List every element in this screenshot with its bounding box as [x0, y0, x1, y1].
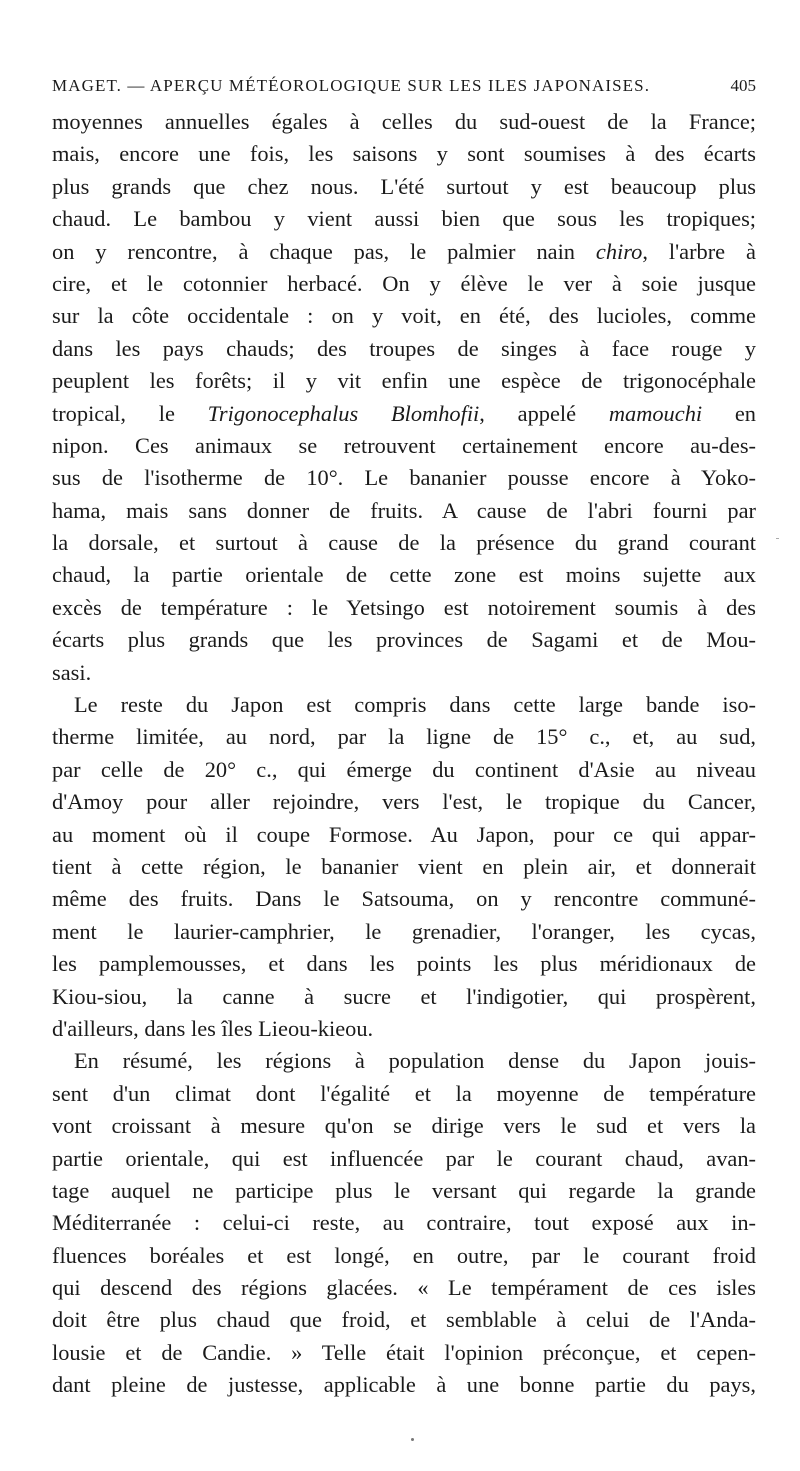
text-line: sent d'un climat dont l'égalité et la moyenne de température [52, 1080, 756, 1106]
text-line: hama, mais sans donner de fruits. A cause de l'abri fourni par [52, 497, 756, 523]
text-line: la dorsale, et surtout à cause de la présence du grand courant [52, 530, 756, 556]
text-line: fluences boréales et est longé, en outre, par le courant froid [52, 1242, 756, 1268]
text-line: Méditerranée : celui-ci reste, au contraire, tout exposé aux in- [52, 1210, 756, 1236]
text-line: écarts plus grands que les provinces de Sagami et de Mou- [52, 627, 756, 653]
ink-speck [411, 1438, 414, 1441]
text-line: les pamplemousses, et dans les points les plus méridionaux de [52, 951, 756, 977]
text-line: cire, et le cotonnier herbacé. On y élève le ver à soie jusque [52, 270, 756, 296]
text-line: nipon. Ces animaux se retrouvent certainement encore au-des- [52, 432, 756, 458]
page-number: 405 [730, 76, 756, 95]
text-line: Kiou-siou, la canne à sucre et l'indigotier, qui prospèrent, [52, 983, 756, 1009]
running-title: MAGET. — APERÇU MÉTÉOROLOGIQUE SUR LES ILES JAPONAISES. [52, 76, 651, 95]
running-head [52, 76, 756, 96]
text-line: chaud. Le bambou y vient aussi bien que sous les tropiques; [52, 206, 756, 232]
text-line: excès de température : le Yetsingo est notoirement soumis à des [52, 594, 756, 620]
text-line: ment le laurier-camphrier, le grenadier, l'oranger, les cycas, [52, 918, 756, 944]
text-line: sur la côte occidentale : on y voit, en été, des lucioles, comme [52, 303, 756, 329]
text-line: plus grands que chez nous. L'été surtout y est beaucoup plus [52, 173, 756, 199]
text-line: dans les pays chauds; des troupes de singes à face rouge y [52, 335, 756, 361]
text-line: doit être plus chaud que froid, et semblable à celui de l'Anda- [52, 1307, 756, 1333]
paragraph-first-line: Le reste du Japon est compris dans cette large bande iso- [74, 692, 756, 718]
body-text [52, 106, 756, 1402]
text-line: peuplent les forêts; il y vit enfin une espèce de trigonocéphale [52, 368, 756, 394]
margin-mark [776, 538, 779, 539]
text-line: vont croissant à mesure qu'on se dirige vers le sud et vers la [52, 1113, 756, 1139]
text-line: tage auquel ne participe plus le versant qui regarde la grande [52, 1177, 756, 1203]
paragraph-end-line: d'ailleurs, dans les îles Lieou-kieou. [52, 1015, 374, 1041]
text-line: tropical, le Trigonocephalus Blomhofii, appelé mamouchi en [52, 400, 756, 426]
paragraph-end-line: sasi. [52, 659, 92, 685]
text-line: par celle de 20° c., qui émerge du continent d'Asie au niveau [52, 756, 756, 782]
text-line: d'Amoy pour aller rejoindre, vers l'est, le tropique du Cancer, [52, 789, 756, 815]
text-line: chaud, la partie orientale de cette zone est moins sujette aux [52, 562, 756, 588]
text-line: dant pleine de justesse, applicable à une bonne partie du pays, [52, 1372, 756, 1398]
text-line: lousie et de Candie. » Telle était l'opinion préconçue, et cepen- [52, 1339, 756, 1365]
text-line: sus de l'isotherme de 10°. Le bananier pousse encore à Yoko- [52, 465, 756, 491]
text-line: partie orientale, qui est influencée par le courant chaud, avan- [52, 1145, 756, 1171]
text-line: tient à cette région, le bananier vient en plein air, et donnerait [52, 853, 756, 879]
paragraph-first-line: En résumé, les régions à population dense du Japon jouis- [74, 1048, 756, 1074]
text-line: qui descend des régions glacées. « Le tempérament de ces isles [52, 1275, 756, 1301]
text-line: on y rencontre, à chaque pas, le palmier nain chiro, l'arbre à [52, 238, 756, 264]
text-line: moyennes annuelles égales à celles du sud-ouest de la France; [52, 109, 756, 134]
text-line: au moment où il coupe Formose. Au Japon, pour ce qui appar- [52, 821, 756, 847]
text-line: mais, encore une fois, les saisons y sont soumises à des écarts [52, 141, 756, 167]
text-line: therme limitée, au nord, par la ligne de 15° c., et, au sud, [52, 724, 756, 750]
text-line: même des fruits. Dans le Satsouma, on y rencontre communé- [52, 886, 756, 912]
